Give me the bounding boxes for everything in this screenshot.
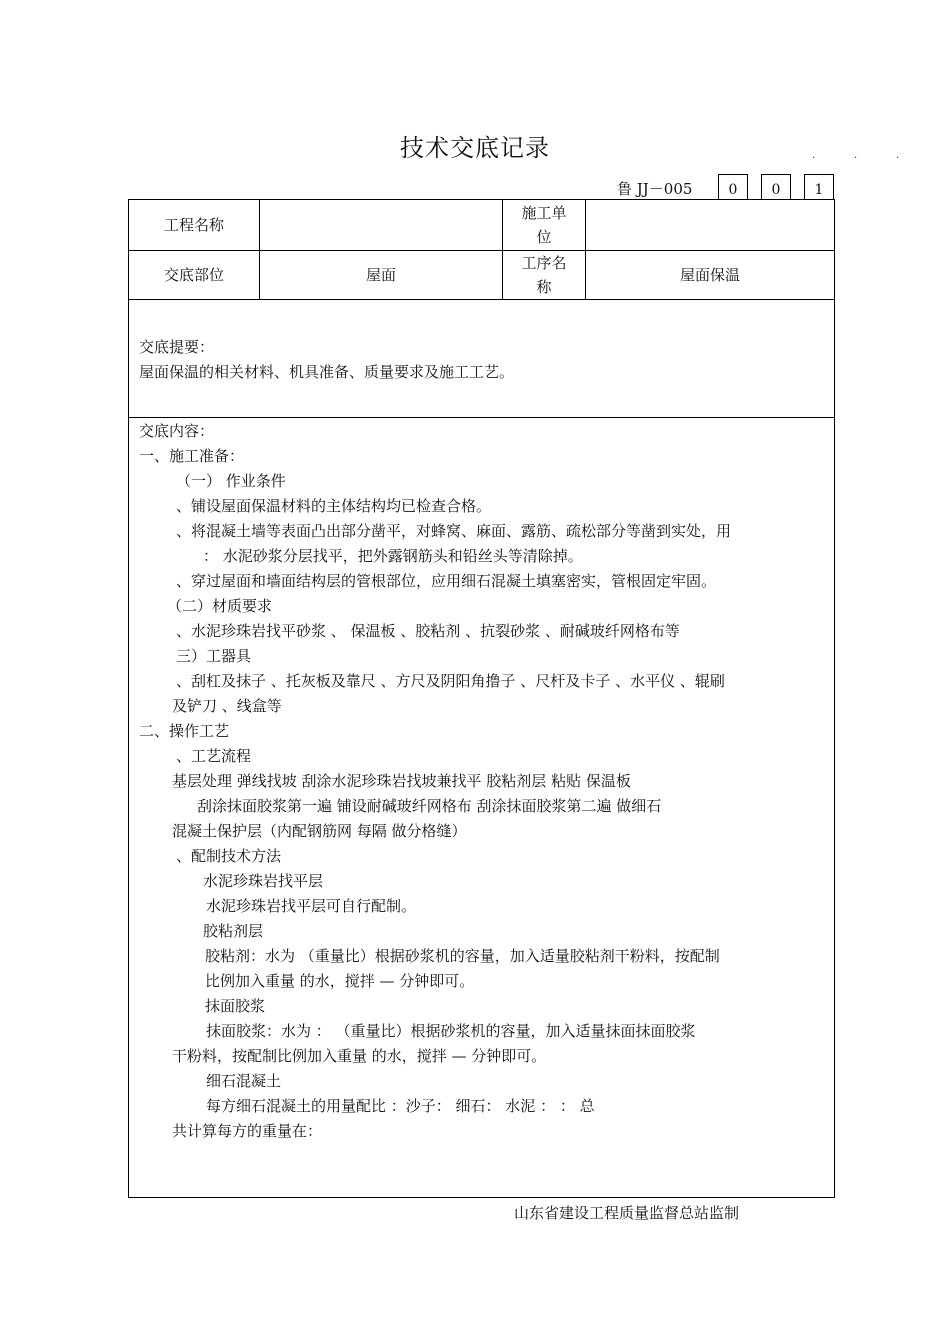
corner-dots: · · · (812, 153, 900, 164)
content-line: 胶粘剂层 (203, 922, 264, 940)
project-name-label: 工程名称 (163, 216, 224, 234)
part-value: 屋面 (365, 266, 396, 284)
content-line: 二、操作工艺 (139, 722, 230, 740)
document-title: 技术交底记录 (400, 134, 550, 162)
content-line: 细石混凝土 (206, 1072, 282, 1090)
footer-supervisor: 山东省建设工程质量监督总站监制 (514, 1204, 740, 1222)
content-line: 基层处理 弹线找坡 刮涂水泥珍珠岩找坡兼找平 胶粘剂层 粘贴 保温板 (172, 772, 631, 790)
content-line: 、铺设屋面保温材料的主体结构均已检查合格。 (176, 497, 492, 515)
content-line: 混凝土保护层（内配钢筋网 每隔 做分格缝） (172, 822, 467, 840)
content-line: 一、施工准备： (139, 447, 245, 465)
unit-label-line2: 位 (536, 228, 552, 246)
serial-digit-3: 1 (804, 174, 834, 199)
content-line: 抹面胶浆：水为 ： （重量比）根据砂浆机的容量，加入适量抹面抹面胶浆 (206, 1022, 696, 1040)
serial-digit-1: 0 (718, 174, 748, 199)
content-line: 、工艺流程 (176, 747, 252, 765)
unit-label-line1: 施工单 (521, 204, 567, 222)
content-line: （二）材质要求 (167, 597, 273, 615)
content-line: 交底内容： (139, 422, 215, 440)
process-label (503, 251, 585, 299)
content-line: 比例加入重量 的水，搅拌 — 分钟即可。 (205, 972, 475, 990)
process-label-line1: 工序名 (521, 254, 567, 272)
content-line: 、水泥珍珠岩找平砂浆 、 保温板 、胶粘剂 、抗裂砂浆 、耐碱玻纤网格布等 (176, 622, 680, 640)
summary-label: 交底提要： (139, 338, 215, 356)
table-left-border (128, 199, 129, 1198)
content-line: 水泥珍珠岩找平层 (203, 872, 324, 890)
content-line: 胶粘剂：水为 （重量比）根据砂浆机的容量，加入适量胶粘剂干粉料，按配制 (205, 947, 720, 965)
table-right-border (834, 199, 835, 1198)
content-line: 每方细石混凝土的用量配比 ：沙子： 细石： 水泥 ： ： 总 (206, 1097, 595, 1115)
content-line: 水泥珍珠岩找平层可自行配制。 (206, 897, 417, 915)
table-row-divider (128, 417, 835, 418)
content-line: 、配制技术方法 (176, 847, 282, 865)
table-bottom-border (128, 1197, 835, 1198)
unit-value (586, 200, 834, 250)
content-line: （一） 作业条件 (176, 472, 286, 490)
project-name-value (260, 200, 502, 250)
content-line: ： 水泥砂浆分层找平，把外露钢筋头和铅丝头等清除掉。 (203, 547, 583, 565)
content-line: 抹面胶浆 (205, 997, 266, 1015)
content-line: 共计算每方的重量在： (172, 1122, 323, 1140)
process-label-line2: 称 (536, 278, 552, 296)
part-label: 交底部位 (163, 266, 224, 284)
content-line: 、将混凝土墙等表面凸出部分凿平，对蜂窝、麻面、露筋、疏松部分等凿到实处，用 (176, 522, 732, 540)
content-line: 及铲刀 、线盒等 (172, 697, 282, 715)
content-line: 刮涂抹面胶浆第一遍 铺设耐碱玻纤网格布 刮涂抹面胶浆第二遍 做细石 (197, 797, 662, 815)
form-code: 鲁 JJ－005 (617, 180, 693, 198)
content-line: 、刮杠及抹子 、托灰板及靠尺 、方尺及阴阳角撸子 、尺杆及卡子 、水平仪 、辊刷 (176, 672, 725, 690)
unit-label (503, 200, 585, 250)
table-row-divider (128, 299, 835, 300)
content-line: 干粉料，按配制比例加入重量 的水，搅拌 — 分钟即可。 (172, 1047, 547, 1065)
content-line: 、穿过屋面和墙面结构层的管根部位，应用细石混凝土填塞密实，管根固定牢固。 (176, 572, 717, 590)
process-value: 屋面保温 (679, 266, 740, 284)
serial-digit-2: 0 (761, 174, 791, 199)
summary-text: 屋面保温的相关材料、机具准备、质量要求及施工工艺。 (139, 363, 515, 381)
content-line: 三）工器具 (176, 647, 252, 665)
